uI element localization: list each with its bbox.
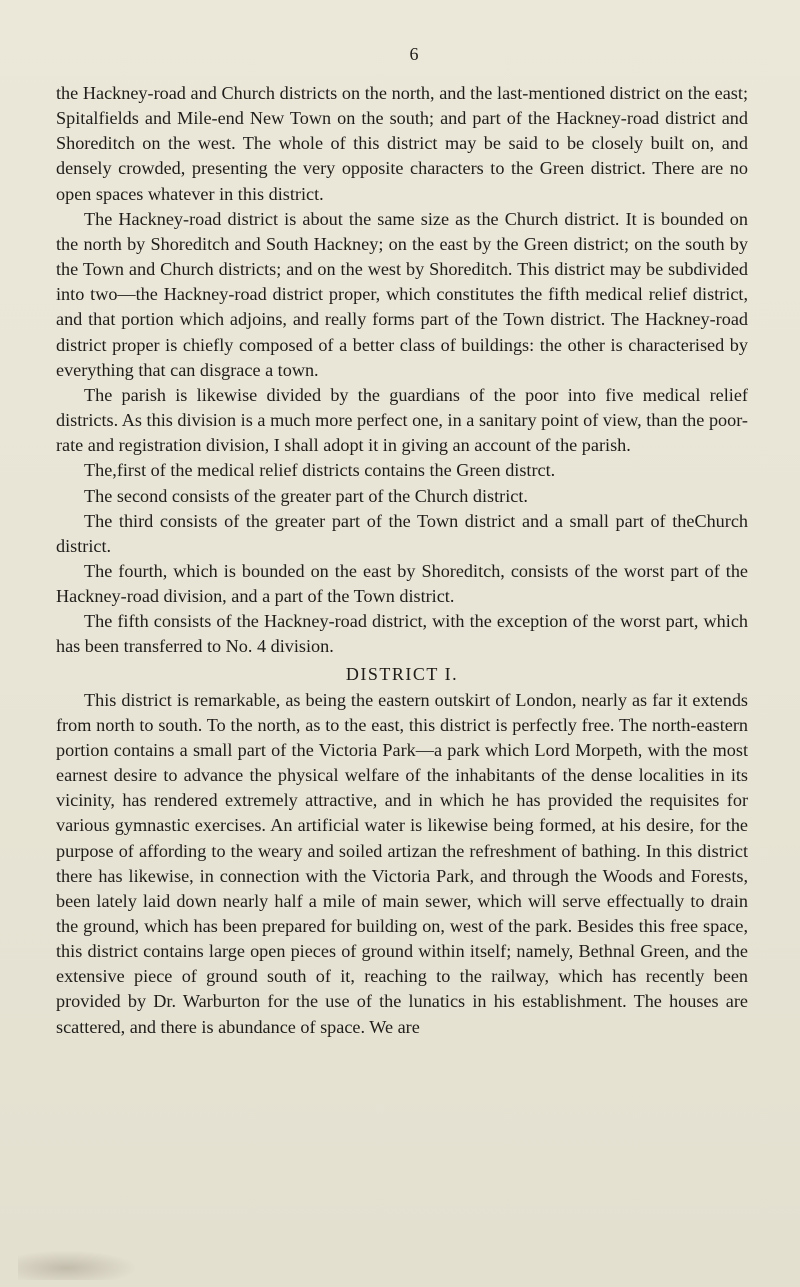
page-smudge bbox=[18, 1250, 138, 1280]
section-heading: DISTRICT I. bbox=[345, 663, 459, 684]
page-number: 6 bbox=[409, 44, 419, 64]
paragraph-district-one: This district is remarkable, as being the eastern outskirt of London, nearly as far it extends from north to south. To the north, as to the east, this district is perfectly free. The north-eastern portion contains a small part of the Victoria Park—a park which Lord Morpeth, with the most earnest desire to advance the physical welfare of the inhabitants of the dense localities in its vicinity, has rendered extremely attractive, and in which he has provided the requisites for various gymnastic exercises. An artificial water is likewise being formed, at his desire, for the purpose of affording to the weary and soiled artizan the refreshment of bathing. In this district there has likewise, in connection with the Victoria Park, and through the Woods and Forests, been lately laid down nearly half a mile of main sewer, which will serve effectually to drain the ground, which has been prepared for building on, west of the park. Besides this free space, this district contains large open pieces of ground within itself; namely, Bethnal Green, and the extensive piece of ground south of it, reaching to the railway, which has recently been provided by Dr. Warburton for the use of the lunatics in his establishment. The houses are scattered, and there is abundance of space. We are bbox=[56, 689, 748, 1037]
paragraph-continued: the Hackney-road and Church districts on the north, and the last-mentioned district on the east; Spitalfields and Mile-end New Town on the south; and part of the Hackney-road district and Shoreditch on the west. The whole of this district may be said to be closely built on, and densely crowded, presenting the very opposite characters to the Green district. There are no open spaces whatever in this district. bbox=[56, 83, 748, 204]
paragraph-first-district: The,first of the medical relief districts contains the Green distrct. bbox=[84, 460, 556, 481]
paragraph-fifth-district: The fifth consists of the Hackney-road district, with the exception of the worst part, which has been transferred to No. 4 division. bbox=[56, 611, 748, 657]
paragraph-medical-relief: The parish is likewise divided by the guardians of the poor into five medical relief districts. As this division is a much more perfect one, in a sanitary point of view, than the poor-rate and registration division, I shall adopt it in giving an account of the parish. bbox=[56, 384, 748, 456]
paragraph-second-district: The second consists of the greater part of the Church district. bbox=[84, 485, 528, 506]
body-text bbox=[56, 81, 748, 1040]
paragraph-third-district: The third consists of the greater part of the Town district and a small part of theChurch district. bbox=[56, 510, 748, 556]
paragraph-fourth-district: The fourth, which is bounded on the east by Shoreditch, consists of the worst part of the Hackney-road division, and a part of the Town district. bbox=[56, 560, 748, 607]
paragraph-hackney-road: The Hackney-road district is about the same size as the Church district. It is bounded on the north by Shoreditch and South Hackney; on the east by the Green district; on the south by the Town and Church districts; and on the west by Shoreditch. This district may be subdivided into two—the Hackney-road district proper, which constitutes the fifth medical relief district, and that portion which adjoins, and really forms part of the Town district. The Hackney-road district proper is chiefly composed of a better class of buildings: the other is characterised by everything that can disgrace a town. bbox=[56, 208, 748, 380]
